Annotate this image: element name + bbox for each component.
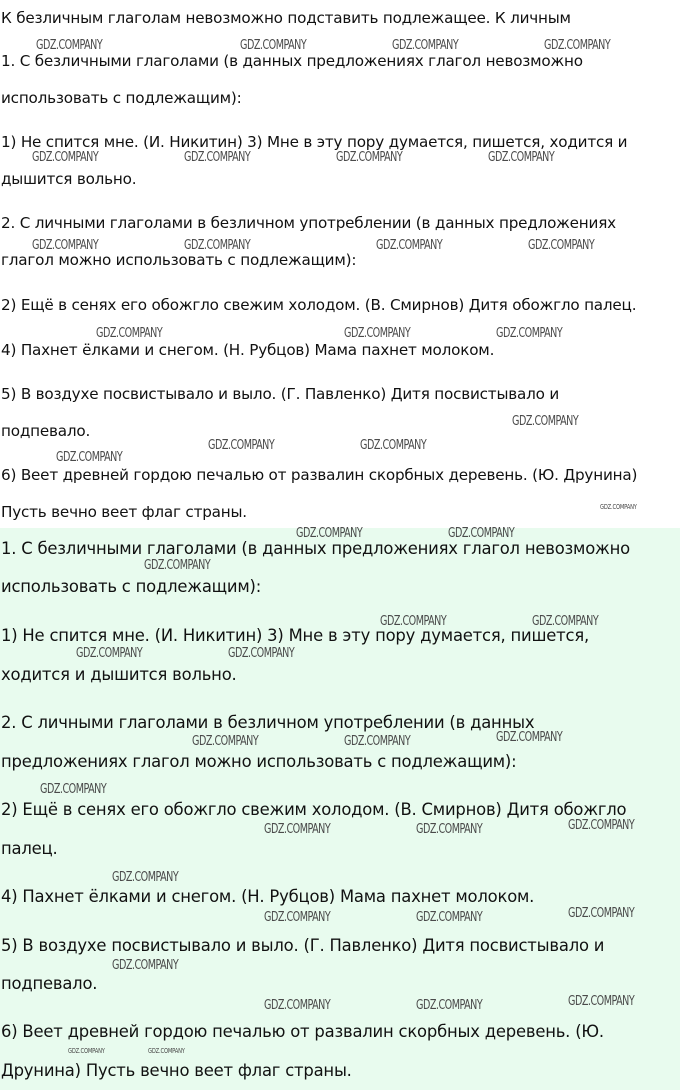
- watermark: GDZ.COMPANY: [416, 910, 483, 925]
- watermark: GDZ.COMPANY: [568, 994, 635, 1009]
- text-line: 2) Ещё в сенях его обожгло свежим холодом. (В. Смирнов) Дитя обожгло палец.: [1, 296, 637, 314]
- text-line: использовать с подлежащим):: [1, 577, 262, 596]
- watermark: GDZ.COMPANY: [380, 614, 447, 629]
- text-line: 1. С безличными глаголами (в данных предложениях глагол невозможно: [1, 52, 583, 70]
- watermark: GDZ.COMPANY: [496, 326, 563, 341]
- text-line: 5) В воздухе посвистывало и выло. (Г. Павленко) Дитя посвистывало и: [1, 385, 559, 403]
- text-line: 6) Веет древней гордою печалью от развалин скорбных деревень. (Ю. Друнина): [1, 466, 638, 484]
- text-line: глагол можно использовать с подлежащим):: [1, 251, 357, 269]
- watermark: GDZ.COMPANY: [144, 558, 211, 573]
- watermark: GDZ.COMPANY: [264, 822, 331, 837]
- watermark: GDZ.COMPANY: [392, 38, 459, 53]
- watermark: GDZ.COMPANY: [112, 958, 179, 973]
- text-line: подпевало.: [1, 974, 98, 993]
- text-line: Друнина) Пусть вечно веет флаг страны.: [1, 1061, 352, 1080]
- watermark: GDZ.COMPANY: [488, 150, 555, 165]
- watermark: GDZ.COMPANY: [360, 438, 427, 453]
- watermark: GDZ.COMPANY: [36, 38, 103, 53]
- watermark: GDZ.COMPANY: [528, 238, 595, 253]
- watermark: GDZ.COMPANY: [376, 238, 443, 253]
- text-line: 1. С безличными глаголами (в данных предложениях глагол невозможно: [1, 539, 630, 558]
- text-line: дышится вольно.: [1, 170, 137, 188]
- watermark: GDZ.COMPANY: [600, 503, 637, 511]
- watermark: GDZ.COMPANY: [184, 150, 251, 165]
- text-line: 4) Пахнет ёлками и снегом. (Н. Рубцов) Мама пахнет молоком.: [1, 887, 535, 906]
- watermark: GDZ.COMPANY: [344, 326, 411, 341]
- watermark: GDZ.COMPANY: [112, 870, 179, 885]
- watermark: GDZ.COMPANY: [32, 238, 99, 253]
- watermark: GDZ.COMPANY: [228, 646, 295, 661]
- watermark: GDZ.COMPANY: [208, 438, 275, 453]
- watermark: GDZ.COMPANY: [240, 38, 307, 53]
- text-line: предложениях глагол можно использовать с подлежащим):: [1, 752, 517, 771]
- watermark: GDZ.COMPANY: [344, 734, 411, 749]
- text-line: 2. С личными глаголами в безличном употреблении (в данных предложениях: [1, 214, 616, 232]
- watermark: GDZ.COMPANY: [148, 1047, 185, 1055]
- watermark: GDZ.COMPANY: [184, 238, 251, 253]
- text-line: 4) Пахнет ёлками и снегом. (Н. Рубцов) Мама пахнет молоком.: [1, 341, 495, 359]
- watermark: GDZ.COMPANY: [416, 822, 483, 837]
- watermark: GDZ.COMPANY: [416, 998, 483, 1013]
- watermark: GDZ.COMPANY: [448, 526, 515, 541]
- text-line: Пусть вечно веет флаг страны.: [1, 503, 247, 521]
- text-line: палец.: [1, 839, 58, 858]
- watermark: GDZ.COMPANY: [32, 150, 99, 165]
- text-line: К безличным глаголам невозможно подставить подлежащее. К личным: [1, 9, 571, 27]
- watermark: GDZ.COMPANY: [568, 906, 635, 921]
- watermark: GDZ.COMPANY: [76, 646, 143, 661]
- watermark: GDZ.COMPANY: [68, 1047, 105, 1055]
- watermark: GDZ.COMPANY: [40, 782, 107, 797]
- watermark: GDZ.COMPANY: [264, 910, 331, 925]
- text-line: использовать с подлежащим):: [1, 89, 242, 107]
- text-line: 2. С личными глаголами в безличном употреблении (в данных: [1, 713, 535, 732]
- watermark: GDZ.COMPANY: [496, 730, 563, 745]
- text-line: подпевало.: [1, 422, 91, 440]
- watermark: GDZ.COMPANY: [264, 998, 331, 1013]
- text-line: 5) В воздухе посвистывало и выло. (Г. Павленко) Дитя посвистывало и: [1, 936, 605, 955]
- text-line: 1) Не спится мне. (И. Никитин) 3) Мне в эту пору думается, пишется, ходится и: [1, 133, 628, 151]
- watermark: GDZ.COMPANY: [568, 818, 635, 833]
- watermark: GDZ.COMPANY: [96, 326, 163, 341]
- watermark: GDZ.COMPANY: [336, 150, 403, 165]
- watermark: GDZ.COMPANY: [296, 526, 363, 541]
- text-line: 6) Веет древней гордою печалью от развалин скорбных деревень. (Ю.: [1, 1022, 604, 1041]
- watermark: GDZ.COMPANY: [192, 734, 259, 749]
- text-line: 1) Не спится мне. (И. Никитин) 3) Мне в эту пору думается, пишется,: [1, 626, 589, 645]
- watermark: GDZ.COMPANY: [56, 450, 123, 465]
- text-line: ходится и дышится вольно.: [1, 665, 237, 684]
- text-line: 2) Ещё в сенях его обожгло свежим холодом. (В. Смирнов) Дитя обожгло: [1, 800, 627, 819]
- watermark: GDZ.COMPANY: [544, 38, 611, 53]
- watermark: GDZ.COMPANY: [512, 414, 579, 429]
- watermark: GDZ.COMPANY: [532, 614, 599, 629]
